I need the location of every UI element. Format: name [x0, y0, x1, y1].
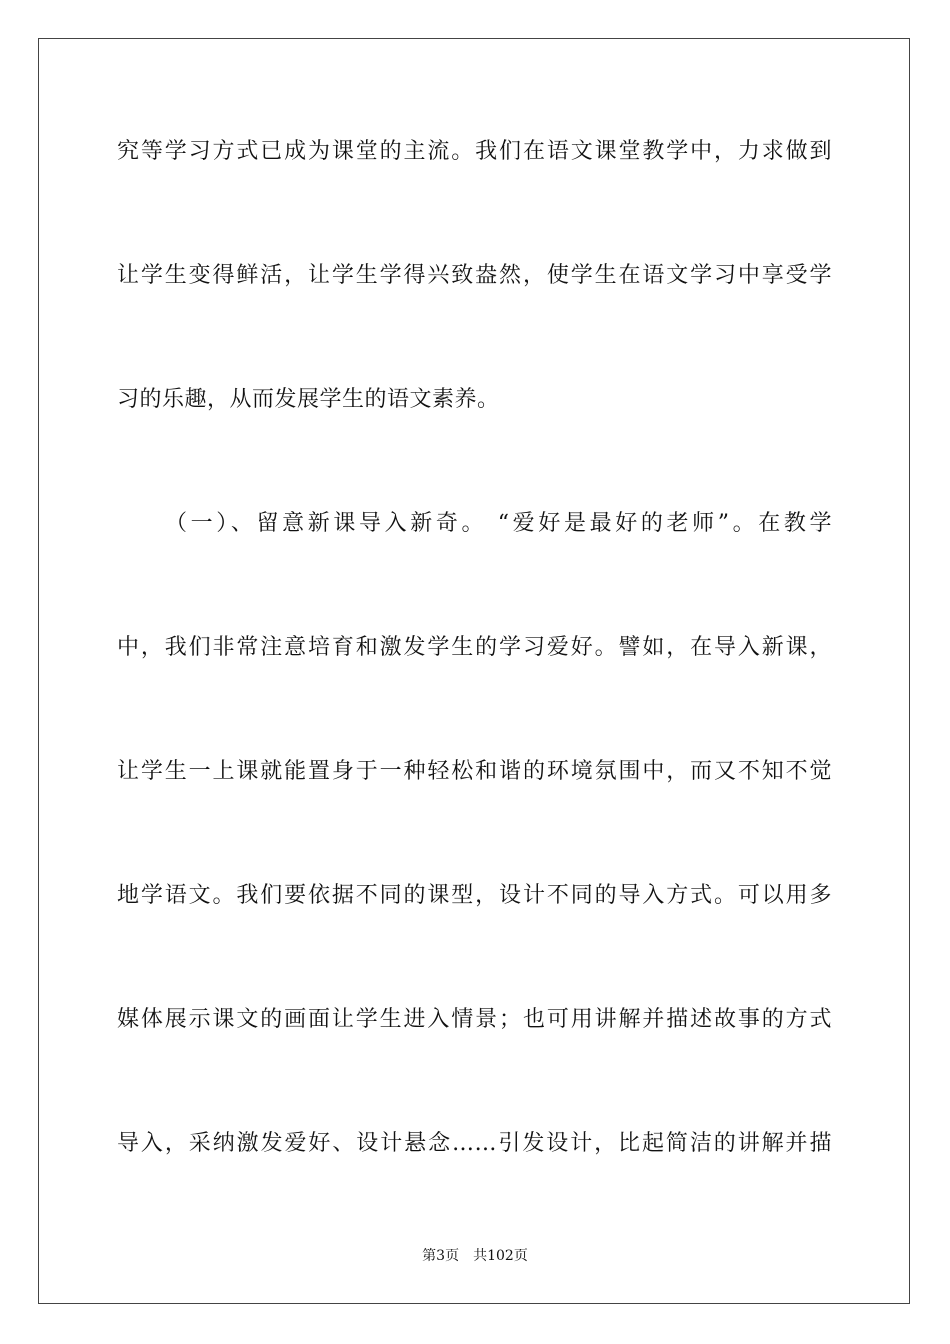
body-text-line: 究等学习方式已成为课堂的主流。我们在语文课堂教学中，力求做到 [117, 139, 832, 164]
body-text-line: 习的乐趣，从而发展学生的语文素养。 [117, 387, 500, 412]
page-frame [38, 38, 910, 1304]
body-text-line: 中，我们非常注意培育和激发学生的学习爱好。譬如，在导入新课， [117, 635, 832, 660]
paragraph-heading-line [165, 509, 832, 539]
paragraph-heading-text: （一）、留意新课导入新奇。 “爱好是最好的老师”。在教学 [165, 511, 832, 536]
page-number: 第3页 [422, 1248, 460, 1264]
body-text-line: 让学生变得鲜活，让学生学得兴致盎然，使学生在语文学习中享受学 [117, 263, 832, 288]
page-footer [0, 1247, 950, 1265]
body-text-line: 导入，采纳激发爱好、设计悬念……引发设计，比起简洁的讲解并描 [117, 1131, 832, 1156]
page-total: 共102页 [473, 1248, 528, 1264]
body-text-line: 媒体展示课文的画面让学生进入情景；也可用讲解并描述故事的方式 [117, 1007, 832, 1032]
body-text-line: 让学生一上课就能置身于一种轻松和谐的环境氛围中，而又不知不觉 [117, 759, 832, 784]
body-text-line: 地学语文。我们要依据不同的课型，设计不同的导入方式。可以用多 [117, 883, 832, 908]
